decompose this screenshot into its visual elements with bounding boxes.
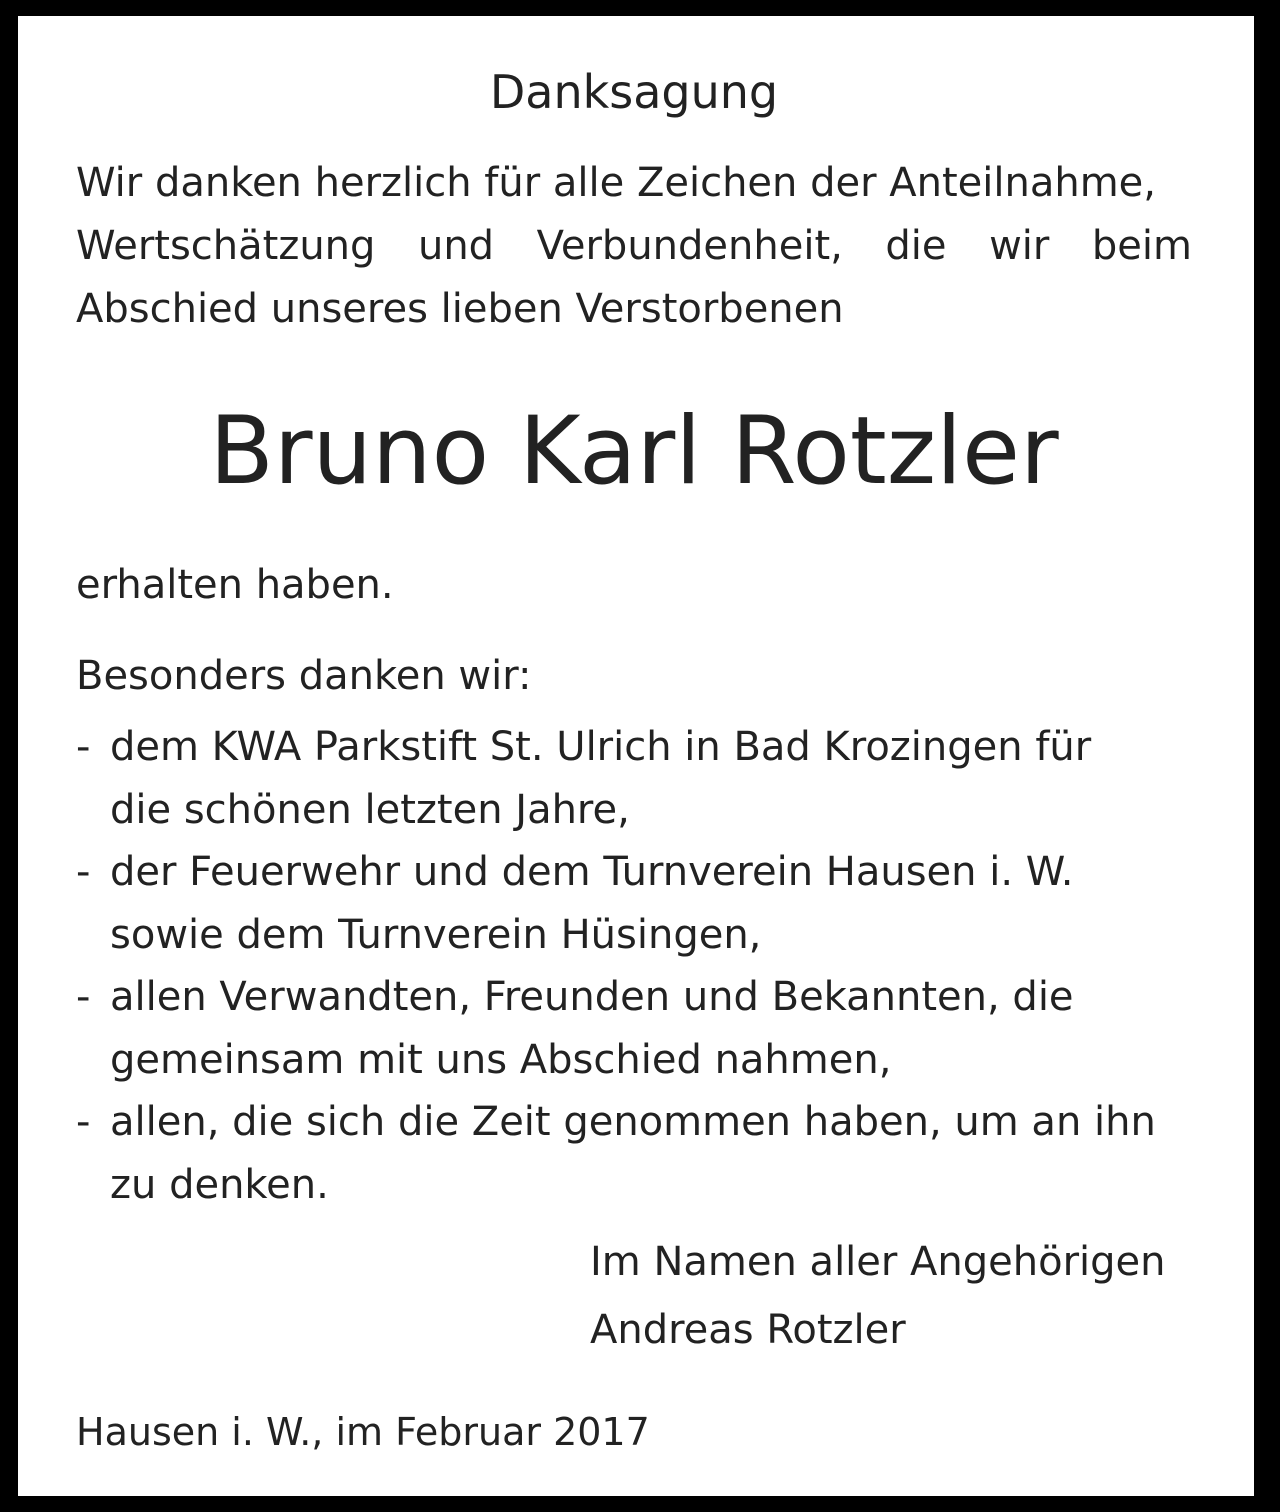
justified-word: Verbundenheit, (536, 223, 843, 269)
list-bullet: - (76, 849, 91, 895)
list-bullet: - (76, 974, 91, 1020)
list-bullet: - (76, 724, 91, 770)
deceased-name: Bruno Karl Rotzler (209, 397, 1059, 506)
thanks-list (76, 716, 1192, 1216)
justified-word: und (417, 223, 495, 269)
list-item-line: zu denken. (110, 1161, 329, 1208)
list-item (76, 1091, 1192, 1216)
list-item-line: dem KWA Parkstift St. Ulrich in Bad Krozingen für (110, 724, 1092, 770)
intro-line-3: Abschied unseres lieben Verstorbenen (76, 286, 844, 332)
intro-line-2 (76, 215, 1192, 278)
list-item (76, 966, 1192, 1091)
list-item-line: die schönen letzten Jahre, (110, 786, 630, 833)
signature-line: Im Namen aller Angehörigen (590, 1239, 1166, 1285)
intro-line-1: Wir danken herzlich für alle Zeichen der Anteilnahme, (76, 160, 1156, 206)
list-bullet: - (76, 1099, 91, 1145)
received-line: erhalten haben. (76, 562, 394, 608)
list-item-line: allen, die sich die Zeit genommen haben, um an ihn (110, 1099, 1156, 1145)
notice-heading: Danksagung (489, 65, 779, 119)
thanks-intro: Besonders danken wir: (76, 653, 532, 699)
justified-word: die (885, 223, 947, 269)
intro-paragraph (76, 152, 1192, 341)
place-date: Hausen i. W., im Februar 2017 (76, 1410, 650, 1454)
list-item (76, 841, 1192, 966)
justified-word: Wertschätzung (76, 223, 376, 269)
justified-word: wir (989, 223, 1050, 269)
list-item (76, 716, 1192, 841)
list-item-line: sowie dem Turnverein Hüsingen, (110, 911, 762, 958)
list-item-line: der Feuerwehr und dem Turnverein Hausen i. W. (110, 849, 1074, 895)
signature-name: Andreas Rotzler (590, 1307, 906, 1353)
signature-block (590, 1228, 1166, 1364)
justified-word: beim (1091, 223, 1192, 269)
list-item-line: allen Verwandten, Freunden und Bekannten, die (110, 974, 1074, 1020)
list-item-line: gemeinsam mit uns Abschied nahmen, (110, 1036, 892, 1083)
